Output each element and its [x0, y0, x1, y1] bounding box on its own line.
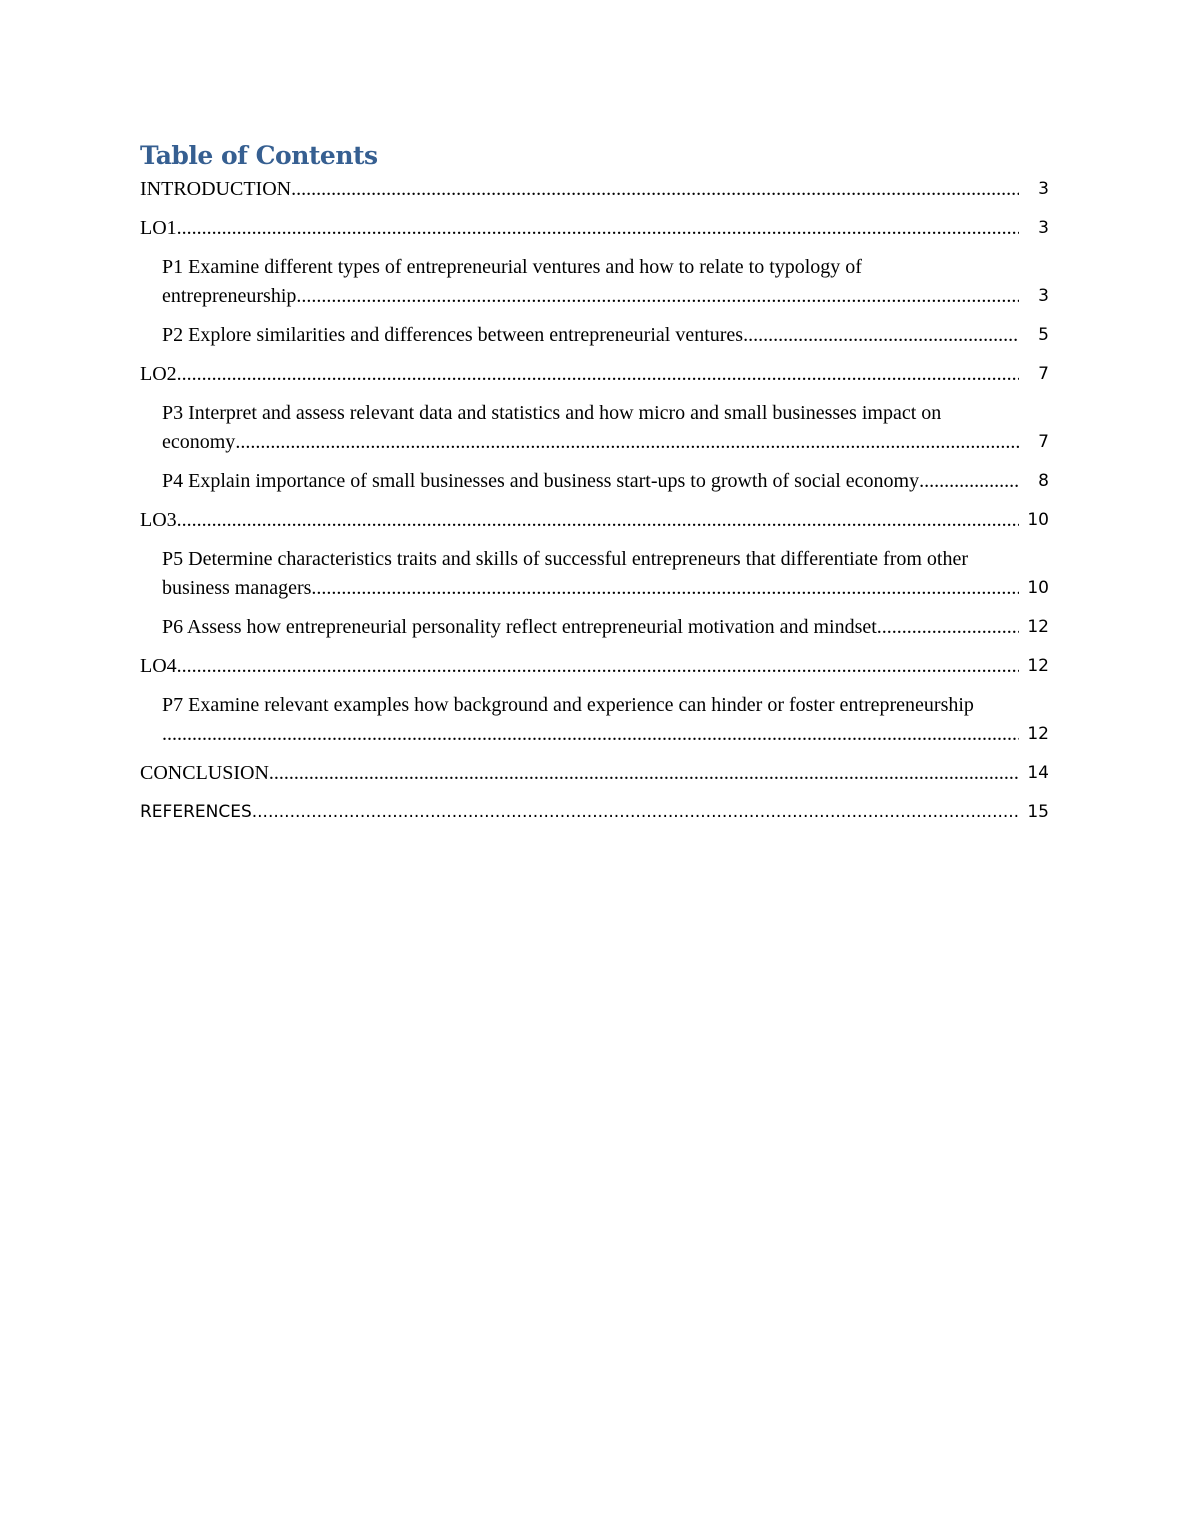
dot-leader: [269, 759, 1019, 788]
toc-entry-label-line2: business managers: [162, 577, 312, 599]
dot-leader: [252, 798, 1019, 827]
dot-leader: [177, 506, 1019, 535]
toc-entry-p4[interactable]: [140, 467, 1049, 496]
toc-entry-label-line1: P5 Determine characteristics traits and skills of successful entrepreneurs that differentiate from other: [162, 548, 969, 570]
toc-entry-p6[interactable]: [140, 613, 1049, 642]
toc-page-number: 8: [1038, 471, 1049, 491]
dot-leader: [877, 613, 1019, 642]
toc-page-number: 15: [1027, 802, 1049, 822]
toc-entry-label-line1: P3 Interpret and assess relevant data and statistics and how micro and small businesses impact on: [162, 402, 942, 424]
toc-page-number: 10: [1027, 578, 1049, 598]
toc-entry-p2[interactable]: [140, 321, 1049, 350]
dot-leader: [177, 360, 1019, 389]
toc-entry-label: LO4: [140, 655, 177, 677]
toc-entry-conclusion[interactable]: [140, 759, 1049, 788]
dot-leader: [919, 467, 1019, 496]
toc-entry-label-line2: economy: [162, 431, 236, 453]
toc-entry-introduction[interactable]: [140, 175, 1049, 204]
dot-leader: [177, 652, 1019, 681]
dot-leader: [311, 574, 1019, 603]
toc-entry-p5[interactable]: [140, 545, 1049, 603]
toc-entry-label-line1: P1 Examine different types of entrepreneurial ventures and how to relate to typology of: [162, 256, 862, 278]
toc-list: [140, 175, 1049, 827]
toc-entry-label: REFERENCES: [140, 802, 252, 822]
toc-page-number: 3: [1038, 286, 1049, 306]
toc-entry-lo1[interactable]: [140, 214, 1049, 243]
toc-entry-label: INTRODUCTION: [140, 178, 292, 200]
toc-entry-lo3[interactable]: [140, 506, 1049, 535]
toc-entry-p1[interactable]: [140, 253, 1049, 311]
toc-entry-label: CONCLUSION: [140, 762, 269, 784]
toc-entry-label: P2 Explore similarities and differences between entrepreneurial ventures: [162, 324, 744, 346]
dot-leader: [177, 214, 1019, 243]
toc-page-number: 7: [1038, 364, 1049, 384]
dot-leader: [162, 720, 1019, 749]
toc-entry-p3[interactable]: [140, 399, 1049, 457]
dot-leader: [743, 321, 1019, 350]
toc-page-number: 3: [1038, 218, 1049, 238]
toc-entry-label-line2: entrepreneurship: [162, 285, 297, 307]
toc-page-number: 3: [1038, 179, 1049, 199]
toc-entry-lo4[interactable]: [140, 652, 1049, 681]
toc-title: Table of Contents: [140, 141, 378, 170]
toc-entry-references[interactable]: [140, 798, 1049, 827]
toc-entry-p7[interactable]: [140, 691, 1049, 749]
toc-entry-label: P4 Explain importance of small businesses and business start-ups to growth of social economy: [162, 470, 920, 492]
toc-page-number: 7: [1038, 432, 1049, 452]
dot-leader: [235, 428, 1019, 457]
toc-entry-label: LO2: [140, 363, 177, 385]
toc-entry-label: LO1: [140, 217, 177, 239]
toc-page-number: 14: [1027, 763, 1049, 783]
toc-entry-label: LO3: [140, 509, 177, 531]
dot-leader: [296, 282, 1019, 311]
dot-leader: [291, 175, 1019, 204]
toc-page-number: 10: [1027, 510, 1049, 530]
toc-page-number: 12: [1027, 724, 1049, 744]
toc-page-number: 5: [1038, 325, 1049, 345]
toc-entry-lo2[interactable]: [140, 360, 1049, 389]
toc-page-number: 12: [1027, 617, 1049, 637]
toc-entry-label-line1: P7 Examine relevant examples how background and experience can hinder or foster entrepreneurship: [162, 694, 974, 716]
document-page: [140, 138, 1049, 837]
toc-entry-label: P6 Assess how entrepreneurial personality reflect entrepreneurial motivation and mindset: [162, 616, 877, 638]
toc-page-number: 12: [1027, 656, 1049, 676]
